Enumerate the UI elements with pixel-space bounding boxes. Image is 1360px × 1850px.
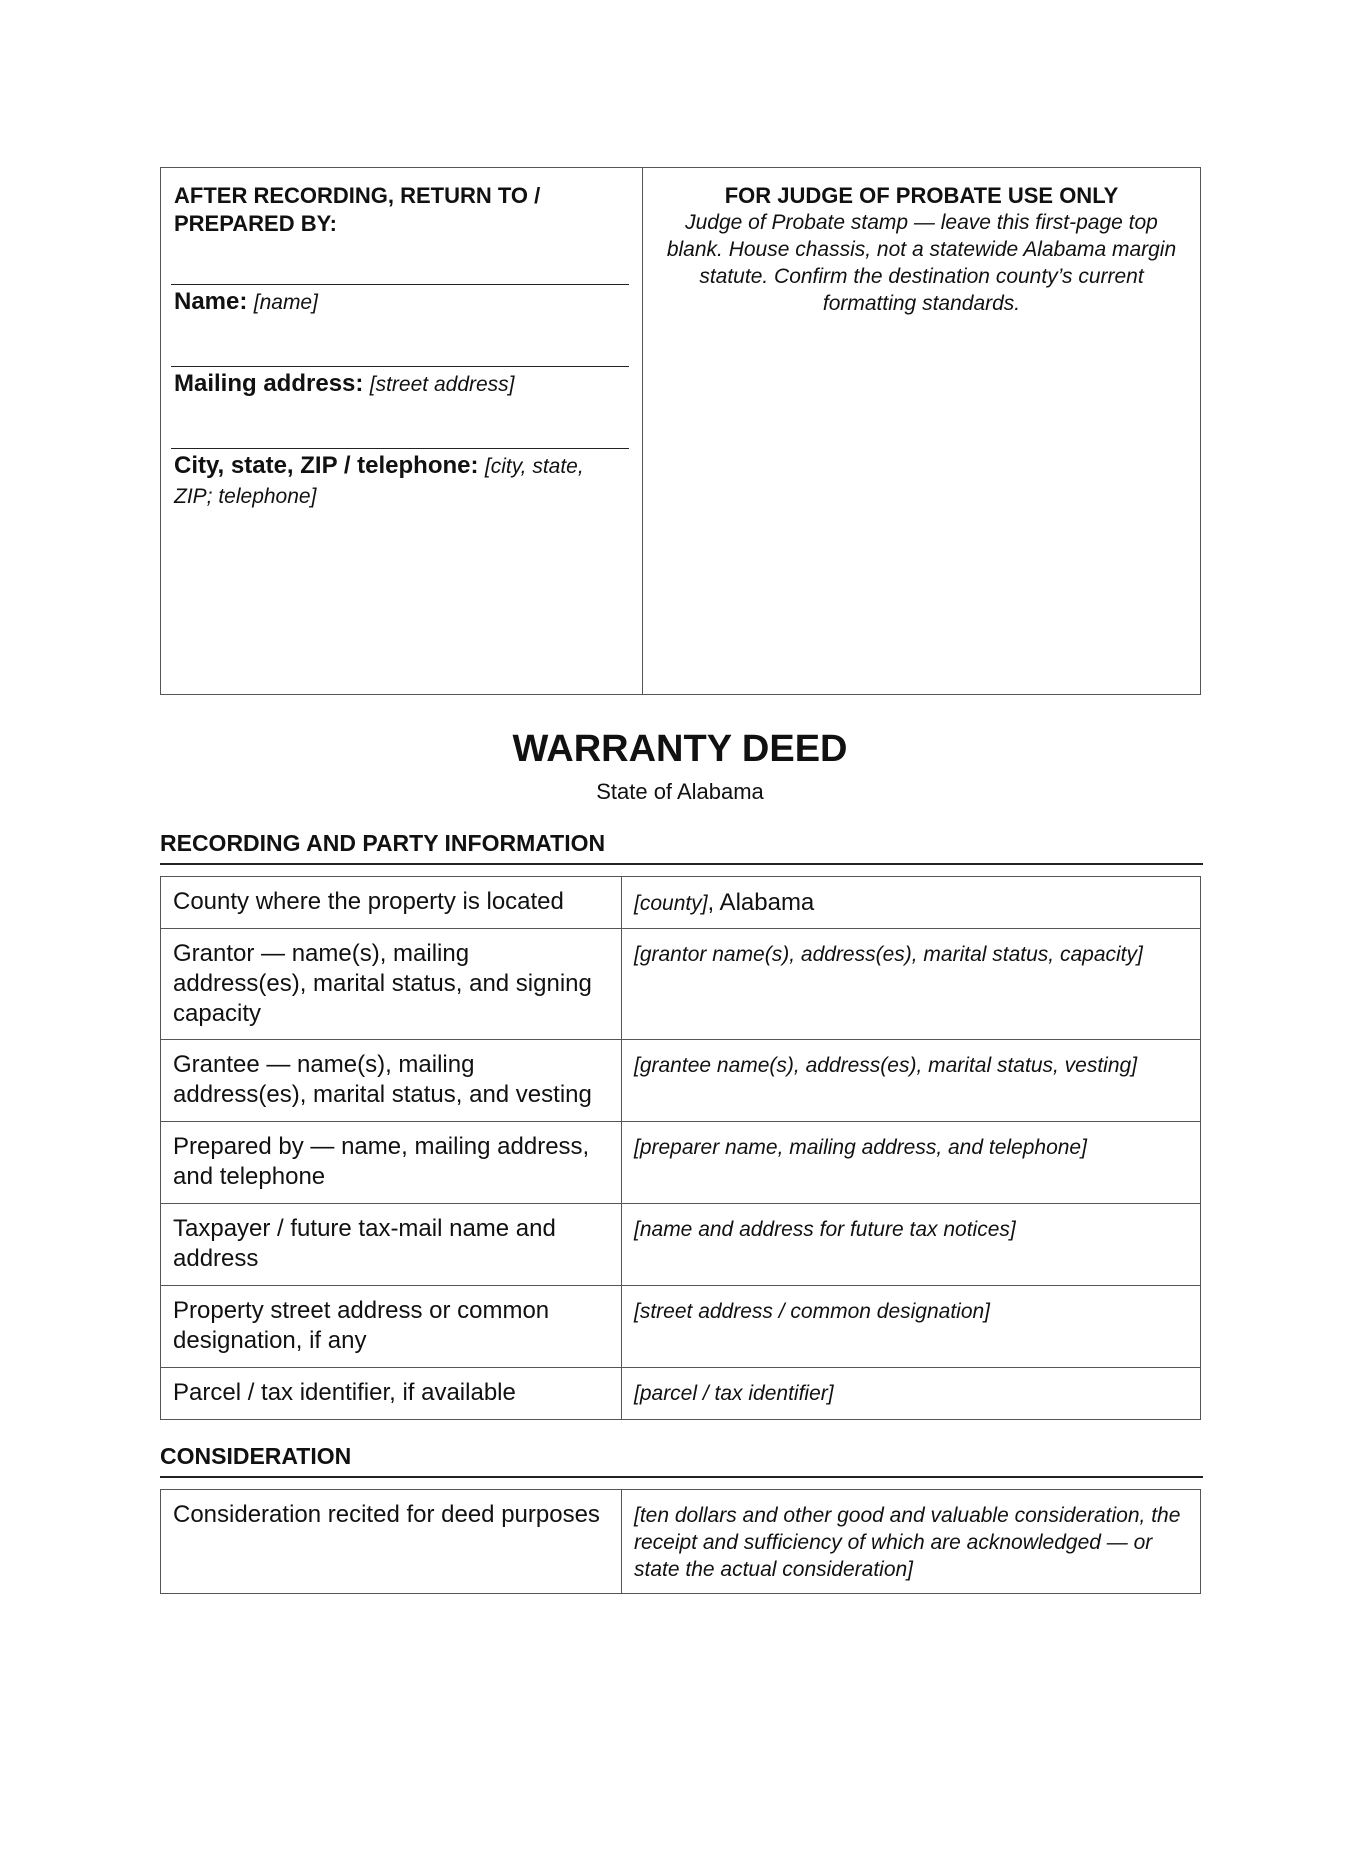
mailing-label: Mailing address:: [174, 370, 364, 397]
recording-section-heading: RECORDING AND PARTY INFORMATION: [160, 829, 1203, 865]
row-label: Prepared by — name, mailing address, and telephone: [161, 1122, 622, 1204]
name-field: [174, 287, 624, 317]
table-row: [161, 1368, 1201, 1420]
probate-heading: FOR JUDGE OF PROBATE USE ONLY: [724, 183, 1119, 208]
name-line: [171, 284, 629, 285]
city-line: [171, 448, 629, 449]
return-to-panel: [161, 168, 643, 694]
city-value: [city, state, ZIP; telephone]: [174, 455, 584, 508]
table-row: [161, 929, 1201, 1040]
name-value: [name]: [253, 291, 318, 314]
row-label: Grantee — name(s), mailing address(es), marital status, and vesting: [161, 1040, 622, 1122]
row-value: [preparer name, mailing address, and telephone]: [622, 1122, 1201, 1204]
city-label: City, state, ZIP / telephone:: [174, 452, 479, 479]
table-row: [161, 1122, 1201, 1204]
row-value: [ten dollars and other good and valuable consideration, the receipt and sufficiency of which are acknowledged — or state the actual consideration]: [622, 1490, 1201, 1594]
recording-header-box: [160, 167, 1201, 695]
row-label: Parcel / tax identifier, if available: [161, 1368, 622, 1420]
mailing-field: [174, 369, 624, 399]
row-label: County where the property is located: [161, 877, 622, 929]
consideration-section-heading: CONSIDERATION: [160, 1442, 1203, 1478]
mailing-line: [171, 366, 629, 367]
city-field: [174, 451, 624, 511]
row-value: [name and address for future tax notices]: [622, 1204, 1201, 1286]
row-value: [street address / common designation]: [622, 1286, 1201, 1368]
table-row: [161, 1204, 1201, 1286]
mailing-value: [street address]: [369, 373, 515, 396]
row-label: Consideration recited for deed purposes: [161, 1490, 622, 1594]
table-row: [161, 1040, 1201, 1122]
consideration-table: [160, 1489, 1201, 1594]
row-value: [622, 877, 1201, 929]
row-label: Grantor — name(s), mailing address(es), marital status, and signing capacity: [161, 929, 622, 1040]
probate-panel: [643, 168, 1200, 694]
probate-note: Judge of Probate stamp — leave this first-page top blank. House chassis, not a statewide Alabama margin statute. Confirm the destination county’s current formatting standards.: [666, 211, 1177, 315]
name-label: Name:: [174, 288, 248, 315]
row-value: [grantor name(s), address(es), marital status, capacity]: [622, 929, 1201, 1040]
return-to-heading: AFTER RECORDING, RETURN TO / PREPARED BY:: [174, 183, 541, 236]
row-label: Taxpayer / future tax-mail name and address: [161, 1204, 622, 1286]
recording-party-table: [160, 876, 1201, 1420]
county-placeholder: [county]: [634, 892, 708, 915]
table-row: [161, 1286, 1201, 1368]
table-row: [161, 877, 1201, 929]
row-value: [grantee name(s), address(es), marital status, vesting]: [622, 1040, 1201, 1122]
county-suffix: , Alabama: [707, 889, 815, 916]
document-title: WARRANTY DEED: [512, 728, 848, 770]
table-row: [161, 1490, 1201, 1594]
row-label: Property street address or common designation, if any: [161, 1286, 622, 1368]
row-value: [parcel / tax identifier]: [622, 1368, 1201, 1420]
document-subtitle: State of Alabama: [596, 779, 764, 804]
